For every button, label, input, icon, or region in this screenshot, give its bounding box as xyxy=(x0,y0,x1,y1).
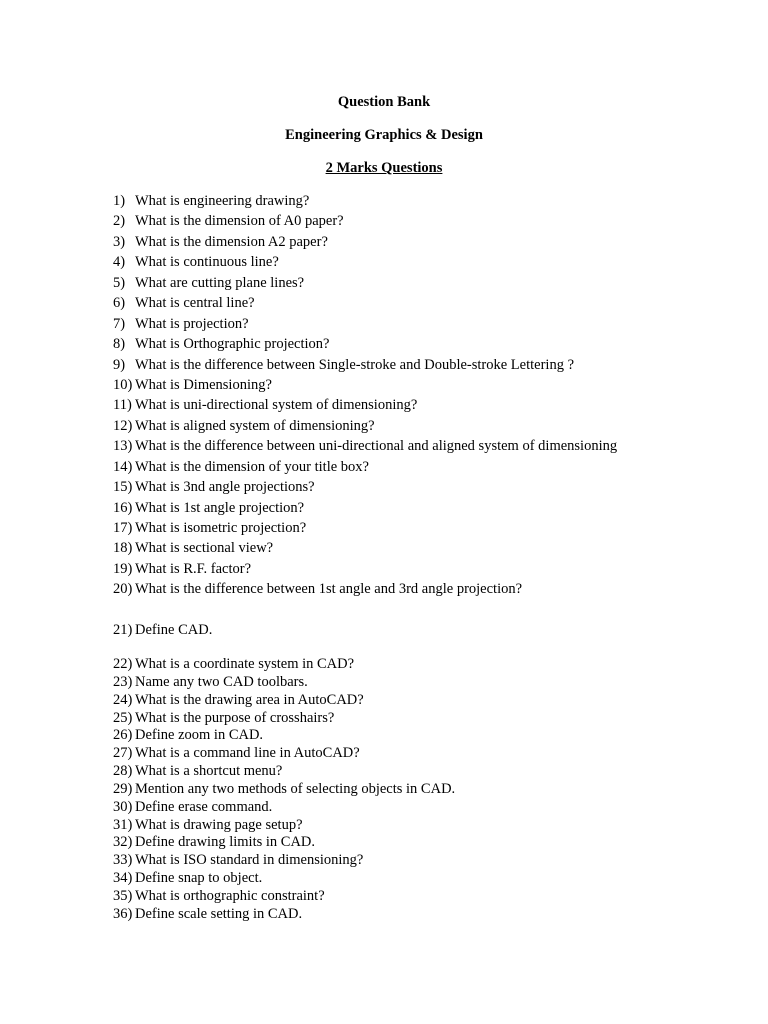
question-text: Mention any two methods of selecting objects in CAD. xyxy=(135,780,456,797)
question-number: 33) xyxy=(113,852,133,869)
question-item xyxy=(113,656,455,674)
question-number: 11) xyxy=(113,397,132,414)
question-number: 36) xyxy=(113,905,133,922)
question-number: 9) xyxy=(113,356,126,373)
question-number: 6) xyxy=(113,295,126,312)
question-text: What is the difference between uni-directional and aligned system of dimensioning xyxy=(135,438,618,455)
document-title: Question Bank xyxy=(337,94,431,110)
question-text: What is a command line in AutoCAD? xyxy=(135,745,360,762)
question-item xyxy=(113,273,617,293)
question-number: 28) xyxy=(113,763,133,780)
question-number: 35) xyxy=(113,887,133,904)
question-number: 31) xyxy=(113,816,133,833)
question-item xyxy=(113,191,617,211)
question-text: Define drawing limits in CAD. xyxy=(135,834,316,851)
question-text: What is the dimension of A0 paper? xyxy=(135,213,344,230)
question-text: Define zoom in CAD. xyxy=(135,727,264,744)
question-number: 10) xyxy=(113,376,133,393)
question-text: What is Dimensioning? xyxy=(135,376,272,393)
question-text: Define scale setting in CAD. xyxy=(135,905,303,922)
question-item xyxy=(113,395,617,415)
question-number: 34) xyxy=(113,870,133,887)
question-text: What is isometric projection? xyxy=(135,520,307,536)
question-text: What is the purpose of crosshairs? xyxy=(135,709,335,726)
question-number: 24) xyxy=(113,691,133,708)
question-number: 15) xyxy=(113,479,133,496)
question-text: Name any two CAD toolbars. xyxy=(135,673,308,690)
question-item xyxy=(113,334,617,354)
question-number: 30) xyxy=(113,798,133,815)
question-text: What is engineering drawing? xyxy=(135,193,310,209)
question-item xyxy=(113,745,455,763)
question-item xyxy=(113,763,455,781)
question-text: What is central line? xyxy=(135,295,255,312)
question-number: 4) xyxy=(113,254,126,271)
question-item xyxy=(113,870,455,888)
question-text: Define snap to object. xyxy=(135,870,263,887)
question-text: What is a shortcut menu? xyxy=(135,763,283,780)
question-item xyxy=(113,436,617,456)
question-item xyxy=(113,477,617,497)
question-number: 17) xyxy=(113,520,133,536)
question-item xyxy=(113,692,455,710)
question-text: What is the drawing area in AutoCAD? xyxy=(135,691,364,708)
question-item xyxy=(113,727,455,745)
question-number: 3) xyxy=(113,233,126,250)
question-number: 26) xyxy=(113,727,133,744)
question-text: What is aligned system of dimensioning? xyxy=(135,417,375,434)
question-item xyxy=(113,620,212,640)
question-text: What is continuous line? xyxy=(135,254,279,271)
question-list-part2 xyxy=(113,620,212,640)
question-text: What is the dimension of your title box? xyxy=(135,458,369,475)
question-text: What is R.F. factor? xyxy=(135,560,252,577)
question-number: 14) xyxy=(113,458,133,475)
question-item xyxy=(113,852,455,870)
question-text: What is uni-directional system of dimensioning? xyxy=(135,397,418,414)
question-item xyxy=(113,834,455,852)
question-item xyxy=(113,538,617,558)
question-number: 25) xyxy=(113,709,133,726)
question-item xyxy=(113,817,455,835)
question-number: 21) xyxy=(113,622,133,638)
question-text: What is 3nd angle projections? xyxy=(135,479,315,496)
question-item xyxy=(113,559,617,579)
question-text: What is ISO standard in dimensioning? xyxy=(135,852,364,869)
question-item xyxy=(113,781,455,799)
question-item xyxy=(113,674,455,692)
question-item xyxy=(113,232,617,252)
question-number: 13) xyxy=(113,438,133,455)
question-item xyxy=(113,518,617,538)
question-text: What is drawing page setup? xyxy=(135,816,303,833)
question-number: 27) xyxy=(113,745,133,762)
question-number: 32) xyxy=(113,834,133,851)
question-number: 16) xyxy=(113,499,133,516)
question-number: 23) xyxy=(113,673,133,690)
question-list-part1 xyxy=(113,191,617,600)
question-item xyxy=(113,211,617,231)
question-number: 18) xyxy=(113,540,133,557)
question-text: Define CAD. xyxy=(135,622,213,638)
question-item xyxy=(113,888,455,906)
question-text: What is Orthographic projection? xyxy=(135,336,330,353)
question-text: What is orthographic constraint? xyxy=(135,887,325,904)
question-item xyxy=(113,906,455,924)
subject-title: Engineering Graphics & Design xyxy=(285,127,483,143)
question-item xyxy=(113,314,617,334)
section-title: 2 Marks Questions xyxy=(325,160,443,176)
question-number: 5) xyxy=(113,274,126,291)
question-number: 2) xyxy=(113,213,126,230)
question-text: What are cutting plane lines? xyxy=(135,274,305,291)
question-number: 20) xyxy=(113,581,133,598)
question-item xyxy=(113,252,617,272)
question-list-part3 xyxy=(113,656,455,924)
question-item xyxy=(113,799,455,817)
question-item xyxy=(113,579,617,599)
question-number: 7) xyxy=(113,315,126,332)
question-number: 1) xyxy=(113,193,126,209)
question-number: 19) xyxy=(113,560,133,577)
question-number: 8) xyxy=(113,336,126,353)
question-item xyxy=(113,375,617,395)
question-item xyxy=(113,416,617,436)
question-text: What is 1st angle projection? xyxy=(135,499,305,516)
question-item xyxy=(113,457,617,477)
question-number: 12) xyxy=(113,417,133,434)
question-item xyxy=(113,498,617,518)
question-text: What is the difference between Single-stroke and Double-stroke Lettering ? xyxy=(135,356,575,373)
question-text: What is projection? xyxy=(135,315,249,332)
question-text: What is sectional view? xyxy=(135,540,274,557)
question-text: Define erase command. xyxy=(135,798,273,815)
question-number: 29) xyxy=(113,780,133,797)
question-item xyxy=(113,293,617,313)
question-number: 22) xyxy=(113,656,133,672)
question-text: What is the difference between 1st angle and 3rd angle projection? xyxy=(135,581,523,598)
question-text: What is the dimension A2 paper? xyxy=(135,233,328,250)
question-item xyxy=(113,710,455,728)
question-text: What is a coordinate system in CAD? xyxy=(135,656,355,672)
question-item xyxy=(113,355,617,375)
